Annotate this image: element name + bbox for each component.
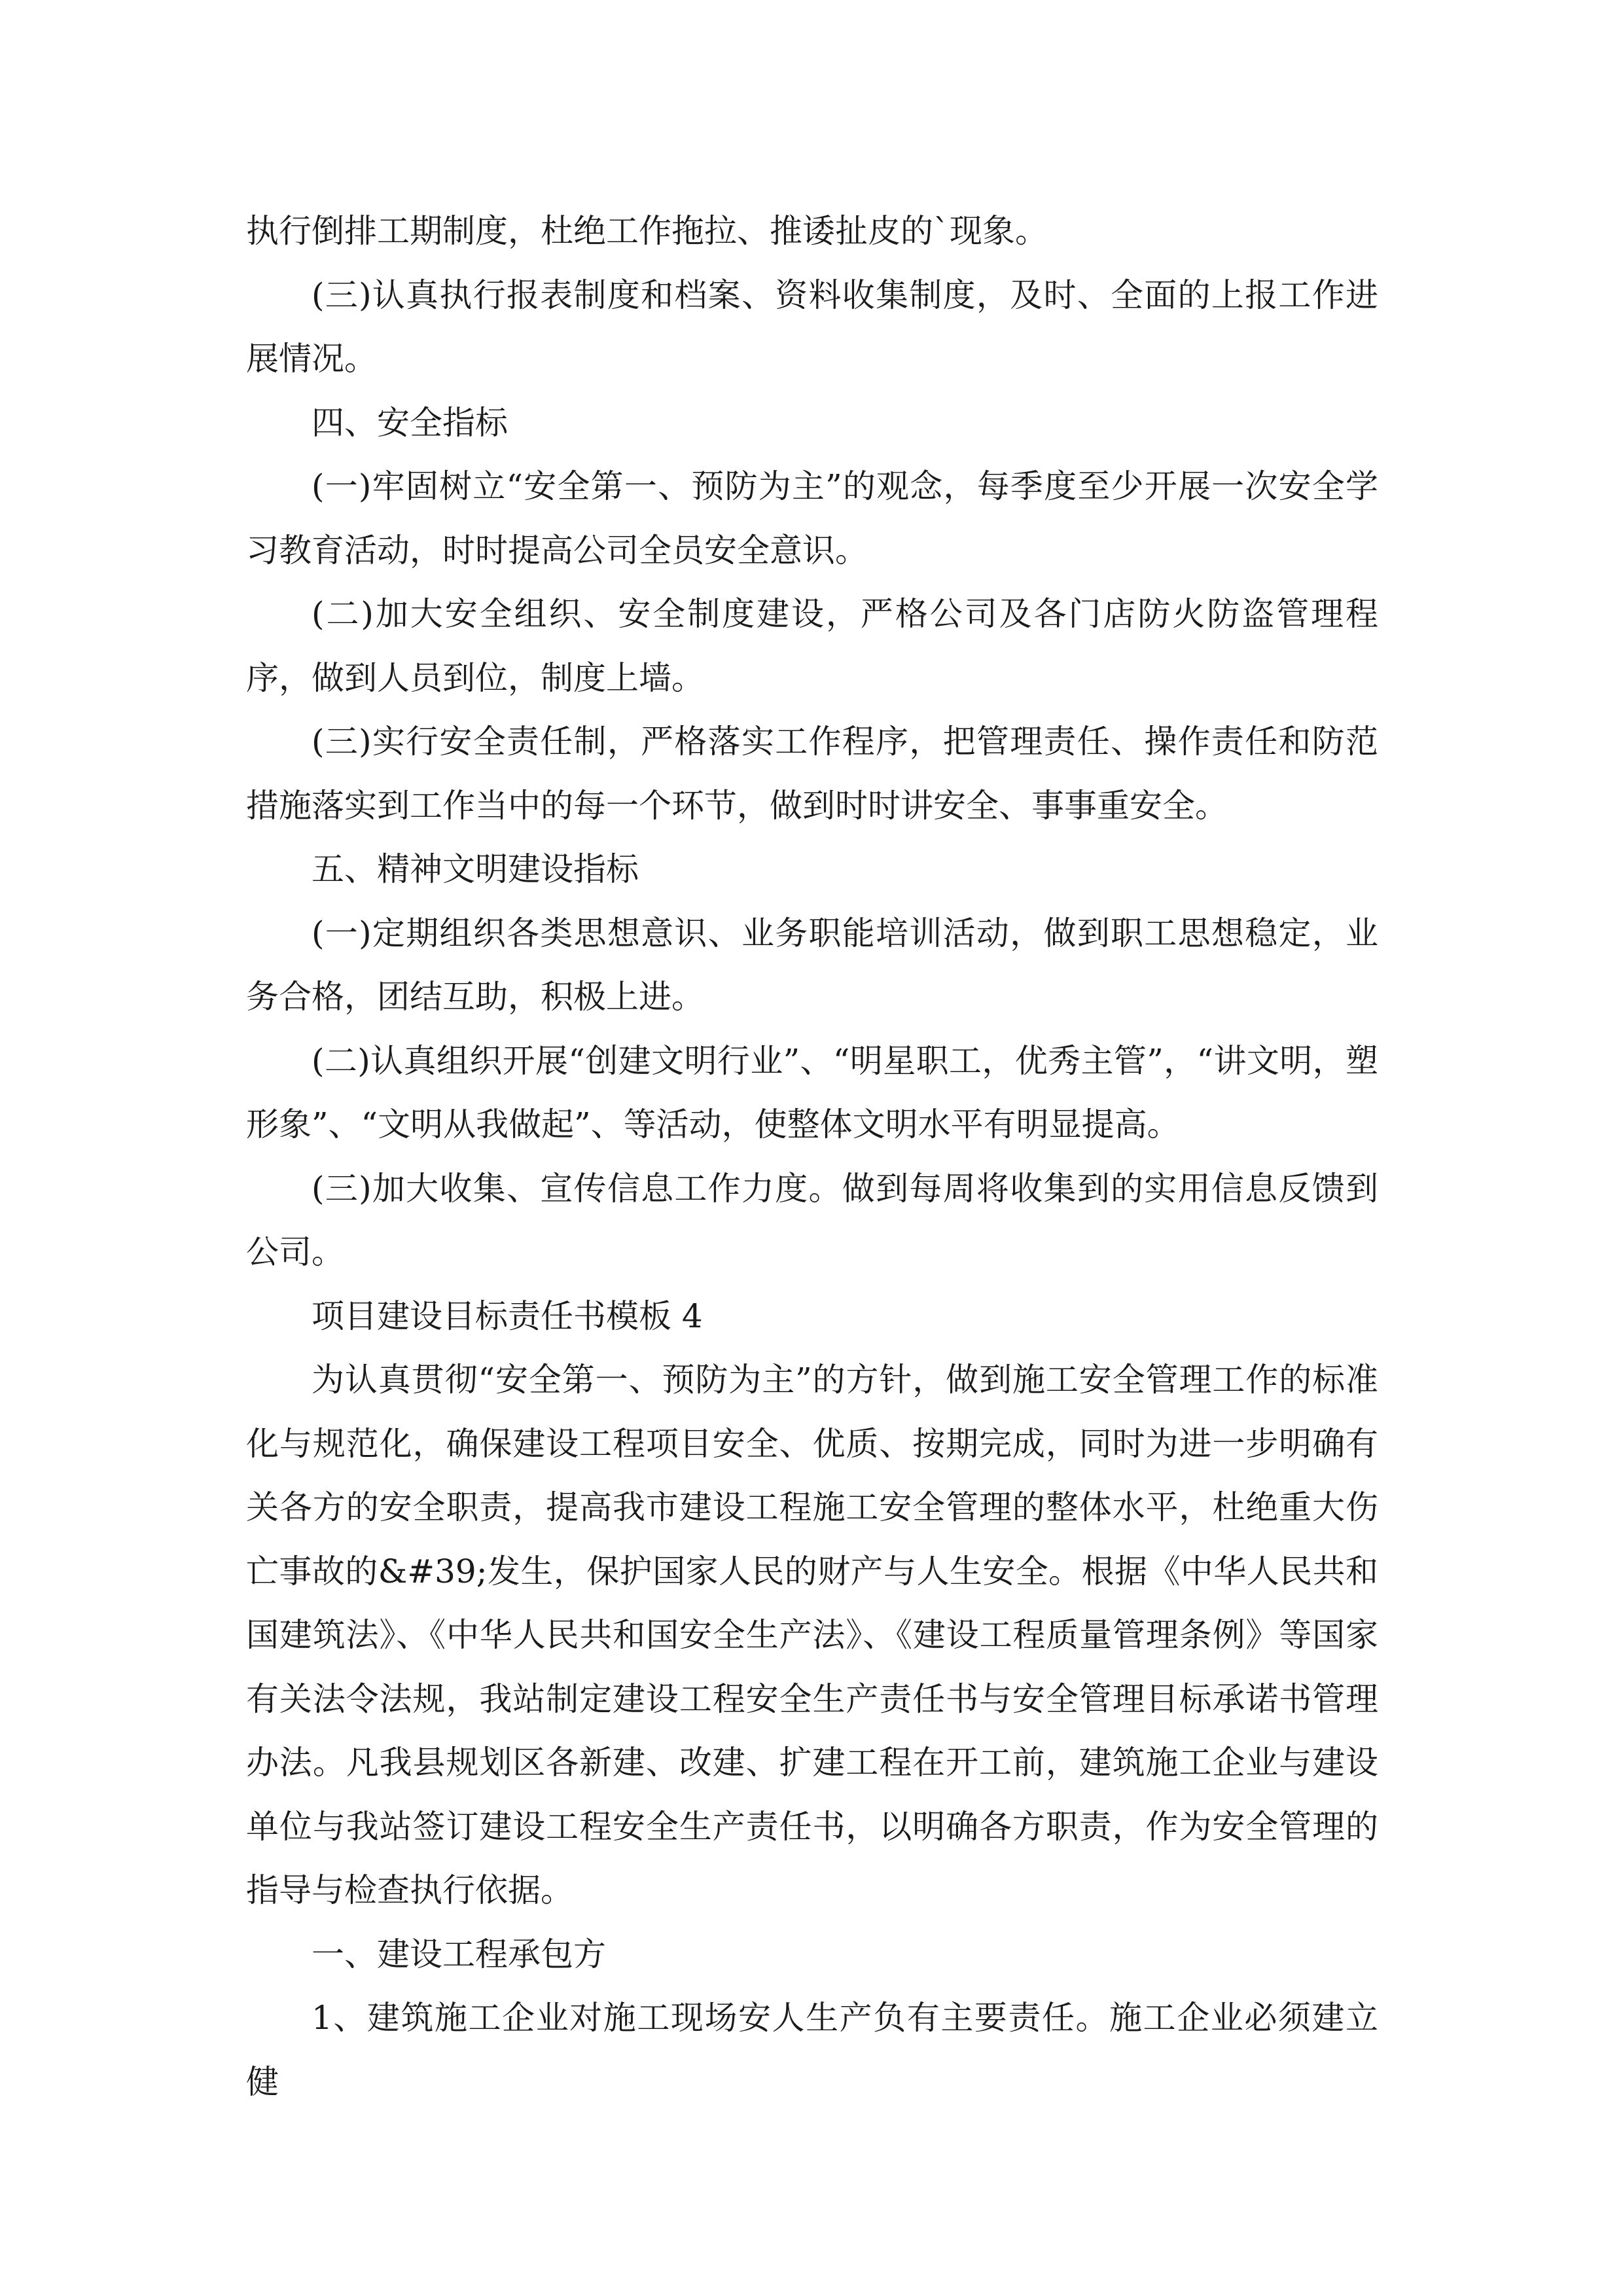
paragraph: 为认真贯彻“安全第一、预防为主”的方针，做到施工安全管理工作的标准化与规范化，确保建设工程项目安全、优质、按期完成，同时为进一步明确有关各方的安全职责，提高我市建设工程施工安全管理的整体水平，杜绝重大伤亡事故的&#39;发生，保护国家人民的财产与人生安全。根据《中华人民共和国建筑法》、《中华人民共和国安全生产法》、《建设工程质量管理条例》等国家有关法令法规，我站制定建设工程安全生产责任书与安全管理目标承诺书管理办法。凡我县规划区各新建、改建、扩建工程在开工前，建筑施工企业与建设单位与我站签订建设工程安全生产责任书，以明确各方职责，作为安全管理的指导与检查执行依据。 xyxy=(246,1361,1378,1909)
paragraph: (三)加大收集、宣传信息工作力度。做到每周将收集到的实用信息反馈到公司。 xyxy=(246,1169,1378,1271)
paragraph: (三)实行安全责任制，严格落实工作程序，把管理责任、操作责任和防范措施落实到工作当中的每一个环节，做到时时讲安全、事事重安全。 xyxy=(246,723,1378,825)
paragraph: (三)认真执行报表制度和档案、资料收集制度，及时、全面的上报工作进展情况。 xyxy=(246,276,1378,378)
document-body xyxy=(246,200,1378,2114)
paragraph: (二)加大安全组织、安全制度建设，严格公司及各门店防火防盗管理程序，做到人员到位，制度上墙。 xyxy=(246,595,1378,697)
section-heading-contractor: 一、建设工程承包方 xyxy=(312,1935,606,1973)
paragraph: (一)定期组织各类思想意识、业务职能培训活动，做到职工思想稳定，业务合格，团结互助，积极上进。 xyxy=(246,914,1378,1016)
paragraph: (一)牢固树立“安全第一、预防为主”的观念，每季度至少开展一次安全学习教育活动，时时提高公司全员安全意识。 xyxy=(246,467,1378,569)
template-title: 项目建设目标责任书模板 4 xyxy=(312,1297,703,1335)
section-heading-safety: 四、安全指标 xyxy=(312,403,508,442)
paragraph: (二)认真组织开展“创建文明行业”、“明星职工，优秀主管”，“讲文明，塑形象”、“文明从我做起”、等活动，使整体文明水平有明显提高。 xyxy=(246,1041,1378,1143)
paragraph-continuation: 执行倒排工期制度，杜绝工作拖拉、推诿扯皮的`现象。 xyxy=(246,212,1048,250)
section-heading-civilization: 五、精神文明建设指标 xyxy=(312,850,639,888)
paragraph: 1、建筑施工企业对施工现场安人生产负有主要责任。施工企业必须建立健 xyxy=(246,1999,1378,2101)
